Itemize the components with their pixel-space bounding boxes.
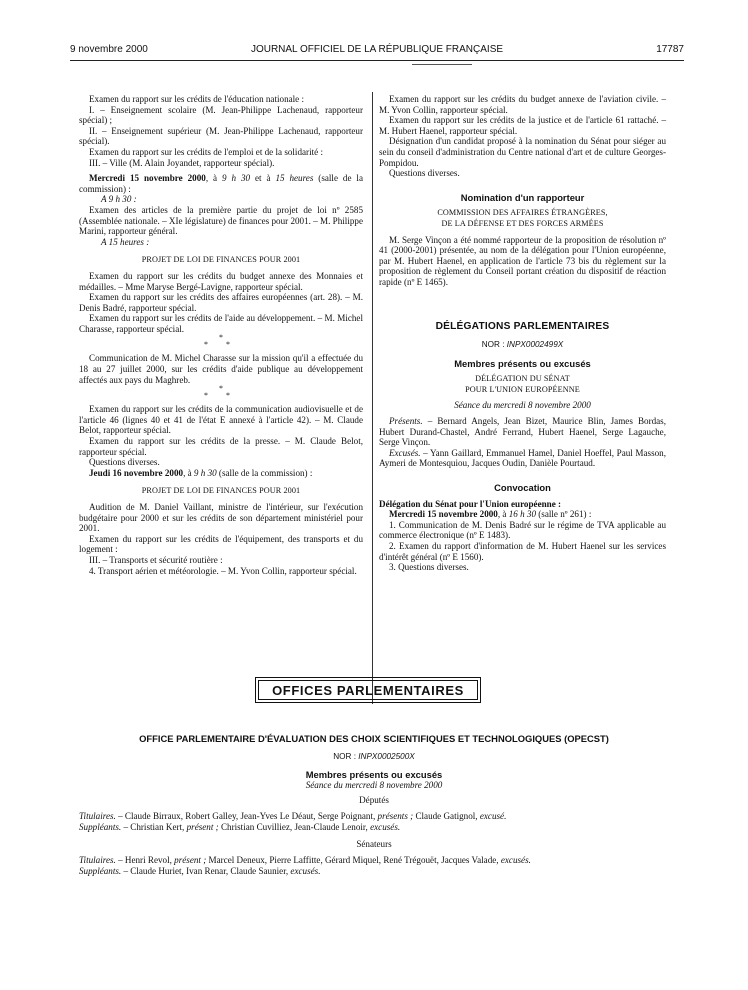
senateurs-titulaires: Titulaires. – Henri Revol, présent ; Marcel Deneux, Pierre Laffitte, Gérard Miquel, René Trégouët, Jacques Valade, excusés. [79,855,531,865]
offices-banner-title: OFFICES PARLEMENTAIRES [258,680,478,700]
session-date: Jeudi 16 novembre 2000 [89,467,184,478]
members-heading: Membres présents ou excusés [454,357,591,369]
paragraph: Examen des articles de la première partie du projet de loi nº 2585 (Assemblée nationale. – XIe législature) de finances pour 2001. – M. Philippe Marini, rapporteur général. [79,204,363,237]
header-date: 9 novembre 2000 [70,44,148,55]
paragraph: Questions diverses. [89,457,160,468]
delegation-name: DÉLÉGATION DU SÉNAT [475,374,570,384]
opecst-heading: OFFICE PARLEMENTAIRE D'ÉVALUATION DES CHOIX SCIENTIFIQUES ET TECHNOLOGIQUES (OPECST) [139,733,609,744]
excuses-list: Excusés. – Yann Gaillard, Emmanuel Hamel, Daniel Hoeffel, Paul Masson, Aymeri de Montesquiou, Jacques Oudin, Danièle Pourtaud. [379,447,666,469]
senateurs-heading: Sénateurs [356,839,392,849]
nor-reference: NOR : INPX0002499X [481,340,564,350]
seance-date: Séance du mercredi 8 novembre 2000 [305,780,443,790]
paragraph: Examen du rapport sur les crédits de l'équipement, des transports et du logement : [79,533,363,555]
session-line: Mercredi 15 novembre 2000, à 16 h 30 (salle nº 261) : [389,509,592,520]
delegations-heading: DÉLÉGATIONS PARLEMENTAIRES [435,320,610,332]
paragraph: I. – Enseignement scolaire (M. Jean-Philippe Lachenaud, rapporteur spécial) ; [79,104,363,126]
paragraph: Questions diverses. [389,168,460,179]
paragraph: Examen du rapport sur les crédits du budget annexe de l'aviation civile. – M. Yvon Collin, rapporteur spécial. [379,94,666,115]
convocation-heading: Convocation [494,482,551,494]
commission-name: DE LA DÉFENSE ET DES FORCES ARMÉES [441,218,604,228]
paragraph: III. – Ville (M. Alain Joyandet, rapporteur spécial). [89,157,275,168]
paragraph: III. – Transports et sécurité routière : [89,554,223,565]
paragraph: Examen du rapport sur les crédits de l'éducation nationale : [89,94,305,104]
agenda-item: 2. Examen du rapport d'information de M. Hubert Haenel sur les services d'intérêt général (nº E 1560). [379,541,666,562]
paragraph: Examen du rapport sur les crédits de la presse. – M. Claude Belot, rapporteur spécial. [79,436,363,457]
offices-banner [255,677,481,703]
delegation-name: POUR L'UNION EUROPÉENNE [465,384,580,394]
asterism-top: * [219,333,223,343]
deputes-heading: Députés [359,795,389,805]
section-heading: PROJET DE LOI DE FINANCES POUR 2001 [141,255,301,265]
opecst-section [79,733,669,877]
senateurs-suppleants: Suppléants. – Claude Huriet, Ivan Renar, Claude Saunier, excusés. [79,866,321,876]
nor-reference: NOR : INPX0002500X [333,752,415,761]
paragraph: Désignation d'un candidat proposé à la nomination du Sénat pour siéger au sein du conseil d'administration du Centre national d'art et de culture Georges-Pompidou. [379,136,666,168]
agenda-item: 3. Questions diverses. [389,562,469,573]
deputes-titulaires: Titulaires. – Claude Birraux, Robert Galley, Jean-Yves Le Déaut, Serge Poignant, présents ; Claude Gatignol, excusé. [79,811,507,821]
paragraph: Examen du rapport sur les crédits du budget annexe des Monnaies et médailles. – Mme Maryse Bergé-Lavigne, rapporteur spécial. [79,270,363,292]
paragraph: Examen du rapport sur les crédits de l'emploi et de la solidarité : [89,146,323,157]
agenda-item: 1. Communication de M. Denis Badré sur le régime de TVA applicable au commerce électronique (nº E 1483). [379,519,666,541]
seance-date: Séance du mercredi 8 novembre 2000 [454,400,591,411]
presents-list: Présents. – Bernard Angels, Jean Bizet, Maurice Blin, James Bordas, Hubert Durand-Chastel, André Ferrand, Hubert Haenel, Serge Lagauche, Serge Vinçon. [379,416,666,448]
session-line: Mercredi 15 novembre 2000, à 9 h 30 et à 15 heures (salle de la commission) : [79,173,363,194]
column-divider [372,92,373,704]
paragraph: Examen du rapport sur les crédits de l'aide au développement. – M. Michel Charasse, rapporteur spécial. [79,313,363,334]
paragraph: M. Serge Vinçon a été nommé rapporteur de la proposition de résolution nº 41 (2000-2001) présentée, au nom de la délégation pour l'Union européenne, par M. Hubert Haenel, en application de l'article 73 bis du règlement sur la proposition de règlement du Conseil portant création du dispositif de réaction rapide (nº E 1465). [379,234,666,287]
section-heading: PROJET DE LOI DE FINANCES POUR 2001 [141,486,301,496]
header-page-number: 17787 [656,44,684,55]
left-column [79,94,363,576]
session-date: Mercredi 15 novembre 2000 [89,173,206,184]
paragraph: II. – Enseignement supérieur (M. Jean-Philippe Lachenaud, rapporteur spécial). [79,125,363,147]
members-heading: Membres présents ou excusés [305,769,443,780]
header-rule [70,60,684,61]
page-header [70,44,684,58]
nomination-heading: Nomination d'un rapporteur [460,191,585,203]
commission-name: COMMISSION DES AFFAIRES ÉTRANGÈRES, [437,208,608,218]
header-title: JOURNAL OFFICIEL DE LA RÉPUBLIQUE FRANÇAISE [250,44,504,55]
right-column [379,94,666,573]
paragraph: 4. Transport aérien et météorologie. – M. Yvon Collin, rapporteur spécial. [89,565,357,576]
asterism-top: * [219,384,223,394]
paragraph: Examen du rapport sur les crédits des affaires européennes (art. 28). – M. Denis Badré, rapporteur spécial. [79,292,363,313]
asterism-bottom: * * [204,340,238,350]
header-rule-short [412,64,472,65]
asterism-bottom: * * [204,391,238,401]
paragraph: Audition de M. Daniel Vaillant, ministre de l'intérieur, sur l'exécution budgétaire pour 2000 et sur les crédits de son département ministériel pour 2001. [79,502,363,534]
time-heading: A 9 h 30 : [101,194,137,205]
deputes-suppleants: Suppléants. – Christian Kert, présent ; Christian Cuvilliez, Jean-Claude Lenoir, excusés. [79,822,401,832]
paragraph: Communication de M. Michel Charasse sur la mission qu'il a effectuée du 18 au 27 juillet 2000, sur les crédits d'aide publique au développement affectés aux pays du Maghreb. [79,353,363,385]
delegation-label: Délégation du Sénat pour l'Union européenne : [379,498,562,509]
session-line: Jeudi 16 novembre 2000, à 9 h 30 (salle de la commission) : [89,467,313,478]
paragraph: Examen du rapport sur les crédits de la communication audiovisuelle et de l'article 46 (lignes 40 et 41 de l'état E annexé à l'article 42). – M. Claude Belot, rapporteur spécial. [79,404,363,436]
time-heading: A 15 heures : [101,236,150,247]
paragraph: Examen du rapport sur les crédits de la justice et de l'article 61 rattaché. – M. Hubert Haenel, rapporteur spécial. [379,115,666,136]
